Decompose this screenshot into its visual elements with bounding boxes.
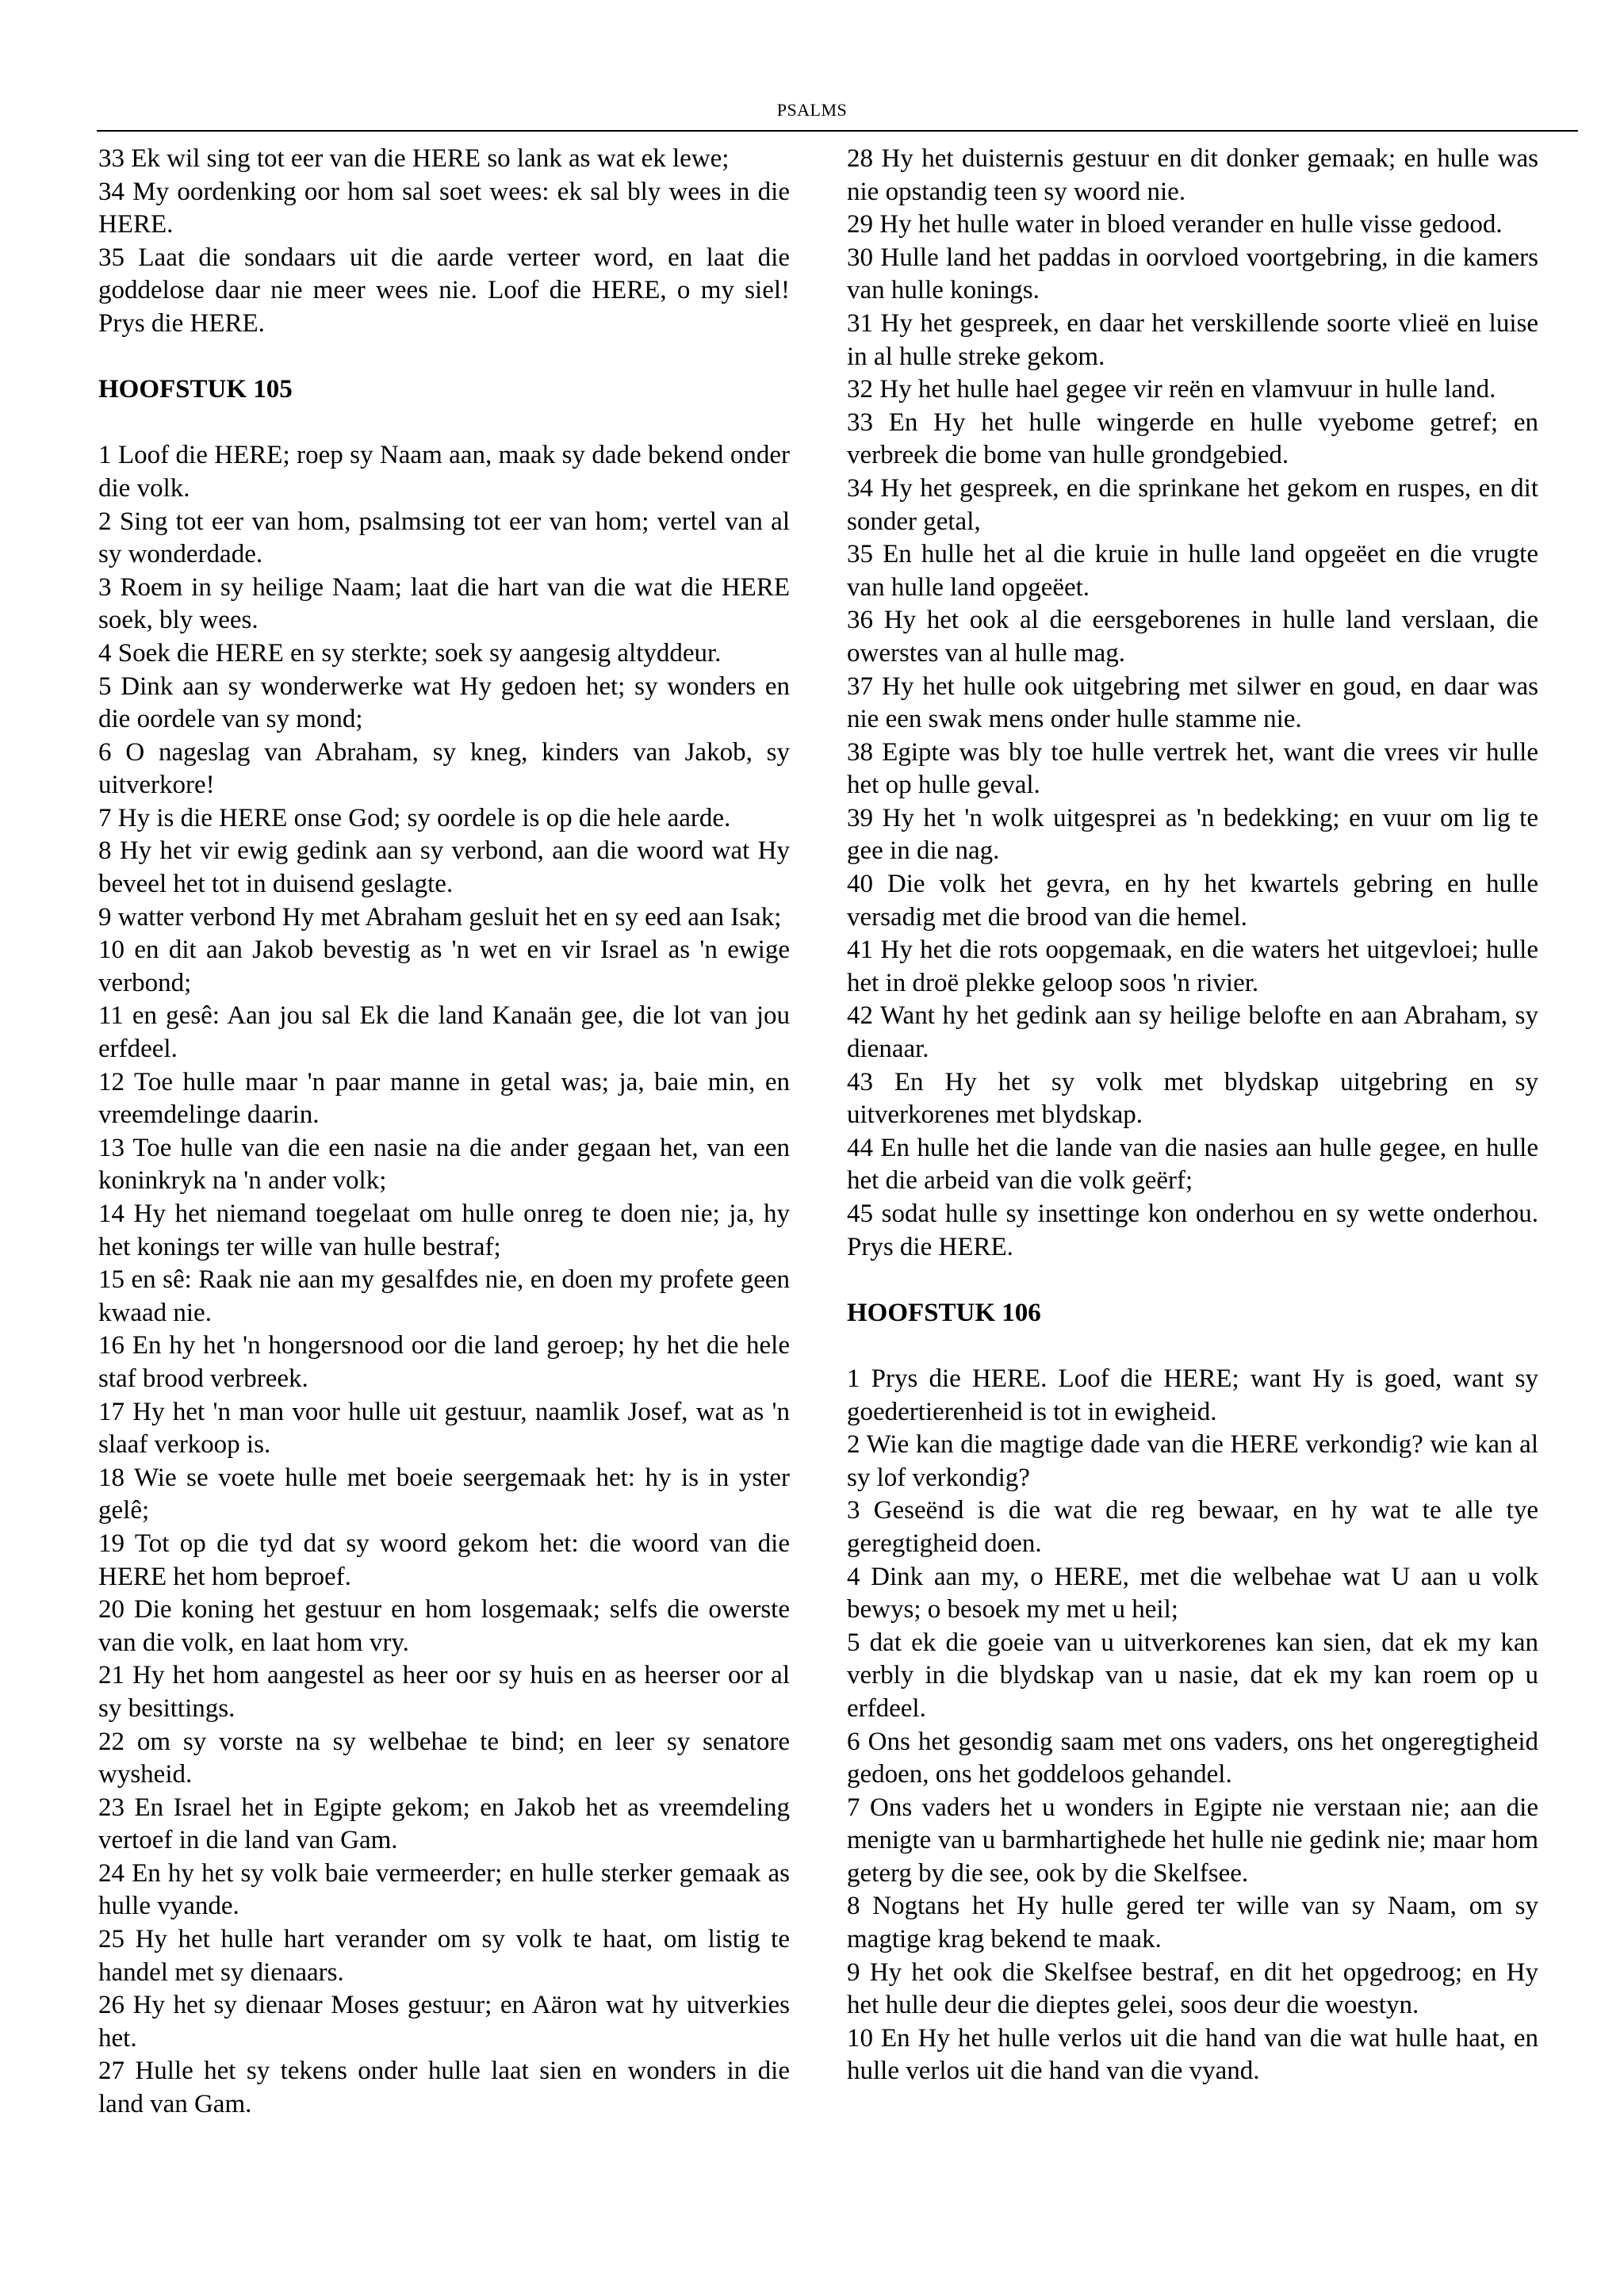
verse: 23 En Israel het in Egipte gekom; en Jakob het as vreemdeling vertoef in die land van Gam.	[98, 1793, 790, 1855]
verse: 26 Hy het sy dienaar Moses gestuur; en Aäron wat hy uitverkies het.	[98, 1991, 790, 2053]
verse: 8 Hy het vir ewig gedink aan sy verbond, aan die woord wat Hy beveel het tot in duisend geslagte.	[98, 836, 790, 899]
verse: 40 Die volk het gevra, en hy het kwartels gebring en hulle versadig met die brood van die hemel.	[847, 870, 1538, 932]
verse: 9 watter verbond Hy met Abraham gesluit het en sy eed aan Isak;	[98, 902, 782, 932]
verse: 1 Loof die HERE; roep sy Naam aan, maak sy dade bekend onder die volk.	[98, 441, 790, 503]
verse: 39 Hy het 'n wolk uitgesprei as 'n bedekking; en vuur om lig te gee in die nag.	[847, 803, 1538, 866]
verse: 35 Laat die sondaars uit die aarde verteer word, en laat die goddelose daar nie meer wees nie. Loof die HERE, o my siel! Prys die HERE.	[98, 243, 790, 338]
verse: 20 Die koning het gestuur en hom losgemaak; selfs die owerste van die volk, en laat hom vry.	[98, 1595, 790, 1657]
verse: 3 Roem in sy heilige Naam; laat die hart van die wat die HERE soek, bly wees.	[98, 572, 790, 635]
chapter-heading: HOOFSTUK 105	[98, 375, 293, 404]
verse: 18 Wie se voete hulle met boeie seergemaak het: hy is in yster gelê;	[98, 1463, 790, 1525]
verse: 34 My oordenking oor hom sal soet wees: ek sal bly wees in die HERE.	[98, 177, 790, 239]
verse: 28 Hy het duisternis gestuur en dit donker gemaak; en hulle was nie opstandig teen sy woord nie.	[847, 144, 1538, 206]
verse: 1 Prys die HERE. Loof die HERE; want Hy is goed, want sy goedertierenheid is tot in ewigheid.	[847, 1364, 1538, 1426]
running-header: PSALMS	[776, 100, 848, 120]
verse: 13 Toe hulle van die een nasie na die ander gegaan het, van een koninkryk na 'n ander volk;	[98, 1133, 790, 1196]
verse: 43 En Hy het sy volk met blydskap uitgebring en sy uitverkorenes met blydskap.	[847, 1067, 1538, 1130]
verse: 17 Hy het 'n man voor hulle uit gestuur, naamlik Josef, wat as 'n slaaf verkoop is.	[98, 1397, 790, 1460]
verse: 7 Ons vaders het u wonders in Egipte nie verstaan nie; aan die menigte van u barmhartighede het hulle nie gedink nie; maar hom geterg by die see, ook by die Skelfsee.	[847, 1793, 1538, 1888]
verse-group	[98, 439, 790, 2121]
verse: 5 Dink aan sy wonderwerke wat Hy gedoen het; sy wonders en die oordele van sy mond;	[98, 672, 790, 734]
verse: 44 En hulle het die lande van die nasies aan hulle gegee, en hulle het die arbeid van die volk geërf;	[847, 1133, 1538, 1196]
verse: 21 Hy het hom aangestel as heer oor sy huis en as heerser oor al sy besittings.	[98, 1661, 790, 1723]
verse: 11 en gesê: Aan jou sal Ek die land Kanaän gee, die lot van jou erfdeel.	[98, 1001, 790, 1064]
verse: 37 Hy het hulle ook uitgebring met silwer en goud, en daar was nie een swak mens onder hulle stamme nie.	[847, 672, 1538, 734]
right-column	[847, 143, 1538, 2088]
verse: 8 Nogtans het Hy hulle gered ter wille van sy Naam, om sy magtige krag bekend te maak.	[847, 1892, 1538, 1954]
verse: 33 En Hy het hulle wingerde en hulle vyebome getref; en verbreek die bome van hulle grondgebied.	[847, 408, 1538, 470]
verse-group	[847, 143, 1538, 1264]
verse: 24 En hy het sy volk baie vermeerder; en hulle sterker gemaak as hulle vyande.	[98, 1858, 790, 1921]
verse: 25 Hy het hulle hart verander om sy volk te haat, om listig te handel met sy dienaars.	[98, 1925, 790, 1987]
verse: 15 en sê: Raak nie aan my gesalfdes nie, en doen my profete geen kwaad nie.	[98, 1265, 790, 1327]
left-column	[98, 143, 790, 2122]
verse: 19 Tot op die tyd dat sy woord gekom het: die woord van die HERE het hom beproef.	[98, 1529, 790, 1591]
verse: 9 Hy het ook die Skelfsee bestraf, en dit het opgedroog; en Hy het hulle deur die dieptes gelei, soos deur die woestyn.	[847, 1957, 1538, 2020]
verse: 42 Want hy het gedink aan sy heilige belofte en aan Abraham, sy dienaar.	[847, 1001, 1538, 1064]
header-rule	[97, 130, 1578, 132]
verse: 32 Hy het hulle hael gegee vir reën en vlamvuur in hulle land.	[847, 375, 1496, 404]
verse: 14 Hy het niemand toegelaat om hulle onreg te doen nie; ja, hy het konings ter wille van hulle bestraf;	[98, 1200, 790, 1261]
verse: 30 Hulle land het paddas in oorvloed voortgebring, in die kamers van hulle konings.	[847, 243, 1538, 305]
verse: 16 En hy het 'n hongersnood oor die land geroep; hy het die hele staf brood verbreek.	[98, 1331, 790, 1393]
verse: 29 Hy het hulle water in bloed verander en hulle visse gedood.	[847, 210, 1503, 239]
verse: 2 Sing tot eer van hom, psalmsing tot eer van hom; vertel van al sy wonderdade.	[98, 507, 790, 569]
verse: 6 O nageslag van Abraham, sy kneg, kinders van Jakob, sy uitverkore!	[98, 737, 790, 800]
verse: 31 Hy het gespreek, en daar het verskillende soorte vlieë en luise in al hulle streke gekom.	[847, 308, 1538, 371]
verse: 4 Soek die HERE en sy sterkte; soek sy aangesig altyddeur.	[98, 638, 722, 668]
verse: 27 Hulle het sy tekens onder hulle laat sien en wonders in die land van Gam.	[98, 2057, 790, 2119]
verse: 45 sodat hulle sy insettinge kon onderhou en sy wette onderhou. Prys die HERE.	[847, 1200, 1538, 1261]
verse: 12 Toe hulle maar 'n paar manne in getal was; ja, baie min, en vreemdelinge daarin.	[98, 1067, 790, 1130]
verse: 5 dat ek die goeie van u uitverkorenes kan sien, dat ek my kan verbly in die blydskap van u nasie, dat ek my kan roem op u erfdeel.	[847, 1628, 1538, 1723]
verse: 33 Ek wil sing tot eer van die HERE so lank as wat ek lewe;	[98, 144, 730, 173]
verse-group	[98, 143, 790, 341]
verse: 4 Dink aan my, o HERE, met die welbehae wat U aan u volk bewys; o besoek my met u heil;	[847, 1562, 1538, 1624]
verse: 10 En Hy het hulle verlos uit die hand van die wat hulle haat, en hulle verlos uit die hand van die vyand.	[847, 2023, 1538, 2086]
verse: 35 En hulle het al die kruie in hulle land opgeëet en die vrugte van hulle land opgeëet.	[847, 540, 1538, 602]
verse: 7 Hy is die HERE onse God; sy oordele is op die hele aarde.	[98, 803, 731, 832]
verse: 38 Egipte was bly toe hulle vertrek het, want die vrees vir hulle het op hulle geval.	[847, 737, 1538, 800]
verse-group	[847, 1363, 1538, 2088]
verse: 2 Wie kan die magtige dade van die HERE verkondig? wie kan al sy lof verkondig?	[847, 1430, 1538, 1492]
verse: 41 Hy het die rots oopgemaak, en die waters het uitgevloei; hulle het in droë plekke geloop soos 'n rivier.	[847, 936, 1538, 997]
verse: 3 Geseënd is die wat die reg bewaar, en hy wat te alle tye geregtigheid doen.	[847, 1496, 1538, 1558]
chapter-heading: HOOFSTUK 106	[847, 1298, 1041, 1327]
verse: 34 Hy het gespreek, en die sprinkane het gekom en ruspes, en dit sonder getal,	[847, 473, 1538, 536]
verse: 36 Hy het ook al die eersgeborenes in hulle land verslaan, die owerstes van al hulle mag.	[847, 606, 1538, 668]
verse: 22 om sy vorste na sy welbehae te bind; en leer sy senatore wysheid.	[98, 1727, 790, 1789]
verse: 10 en dit aan Jakob bevestig as 'n wet en vir Israel as 'n ewige verbond;	[98, 936, 790, 997]
verse: 6 Ons het gesondig saam met ons vaders, ons het ongeregtigheid gedoen, ons het goddeloos gehandel.	[847, 1727, 1538, 1789]
